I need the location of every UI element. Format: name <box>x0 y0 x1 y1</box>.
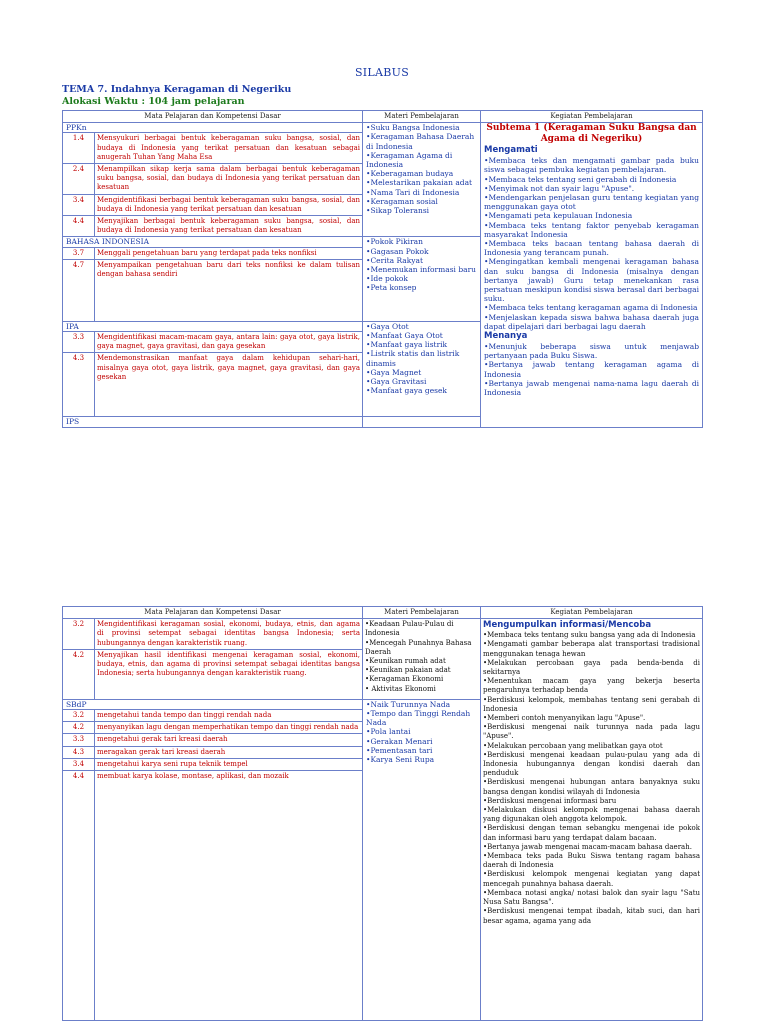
kegiatan-item: •Melakukan diskusi kelompok mengenai bahasa daerah yang digunakan oleh anggota kelompok. <box>483 806 701 824</box>
kegiatan-item: •Berdiskusi dengan teman sebangku mengenai ide pokok dan informasi baru yang terdapat dalam bacaan. <box>483 824 701 842</box>
subtema-title: Subtema 1 (Keragaman Suku Bangsa dan Agama di Negeriku) <box>486 123 697 145</box>
materi-item: •Ide pokok <box>366 274 408 284</box>
materi-item: •Keberagaman budaya <box>366 169 454 179</box>
mengumpulkan-heading: Mengumpulkan informasi/Mencoba <box>483 620 652 631</box>
kd-text: Mengidentifikasi keragaman sosial, ekonomi, budaya, etnis, dan agama di provinsi setempat sebagai identitas bangsa Indonesia; serta hubungannya dengan karakteristik ruang. <box>95 619 363 650</box>
kd-number: 4.3 <box>63 746 95 758</box>
menanya-heading: Menanya <box>484 331 528 342</box>
header-kegiatan: Kegiatan Pembelajaran <box>481 607 703 619</box>
materi-item: •Keunikan pakaian adat <box>365 666 451 675</box>
kd-number: 4.4 <box>63 771 95 1021</box>
kegiatan-item: •Membaca teks tentang faktor penyebab keragaman masyarakat Indonesia <box>484 220 700 239</box>
materi-item: •Suku Bangsa Indonesia <box>366 123 460 133</box>
kegiatan-item: •Berdiskusi mengenai informasi baru <box>483 796 617 805</box>
kd-number: 4.3 <box>63 353 95 417</box>
materi-item: •Peta konsep <box>366 283 417 293</box>
materi-item: •Keragaman Agama di Indonesia <box>366 150 453 170</box>
kegiatan-item: •Berdiskusi mengenai hubungan antara banyaknya suku bangsa dengan kondisi wilayah di Indonesia <box>483 778 701 796</box>
kegiatan-item: •Bertanya jawab tentang keragaman agama di Indonesia <box>484 360 700 379</box>
materi-item: •Pola lantai <box>366 727 411 737</box>
kd-text: membuat karya kolase, montase, aplikasi, dan mozaik <box>95 771 363 1021</box>
materi-item: •Gaya Gravitasi <box>366 377 427 387</box>
kd-number: 3.3 <box>63 734 95 746</box>
materi-item: •Manfaat gaya gesek <box>366 386 447 396</box>
materi-item: •Naik Turunnya Nada <box>366 699 451 709</box>
kegiatan-item: •Mengamati peta kepulauan Indonesia <box>484 211 633 221</box>
kd-text: Mendemonstrasikan manfaat gaya dalam kehidupan sehari-hari, misalnya gaya otot, gaya listrik, gaya magnet, gaya gravitasi, dan gaya gesekan <box>95 353 363 417</box>
tema-heading: TEMA 7. Indahnya Keragaman di Negeriku <box>62 84 292 95</box>
kegiatan-item: •Melakukan percobaan yang melibatkan gaya otot <box>483 741 663 750</box>
kd-number: 4.4 <box>63 216 95 237</box>
kegiatan-item: •Mengingatkan kembali mengenai keragaman bahasa dan suku bangsa di Indonesia (misalnya dengan bertanya jawab) Guru tetap menekankan rasa persatuan meskipun kondisi siswa berasal dari berbagai suku. <box>484 257 700 304</box>
header-materi: Materi Pembelajaran <box>363 111 481 123</box>
kd-number: 3.7 <box>63 247 95 259</box>
kegiatan-item: •Mengamati gambar beberapa alat transportasi tradisional menggunakan tenaga hewan <box>483 640 701 658</box>
subject-label: BAHASA INDONESIA <box>63 237 363 247</box>
materi-ppkn <box>363 123 481 237</box>
kegiatan-item: •Membaca teks tentang seni gerabah di Indonesia <box>484 174 677 184</box>
materi-item: •Keadaan Pulau-Pulau di Indonesia <box>365 620 454 638</box>
materi-item: •Keunikan rumah adat <box>365 657 446 666</box>
kd-number: 3.3 <box>63 332 95 353</box>
page-2 <box>62 606 702 1021</box>
header-kegiatan: Kegiatan Pembelajaran <box>481 111 703 123</box>
document-title: SILABUS <box>354 66 410 79</box>
subject-label: IPA <box>63 321 363 331</box>
kegiatan-item: •Berdiskusi kelompok mengenai kegiatan yang dapat mencegah punahnya bahasa daerah. <box>483 870 701 888</box>
materi-item: •Gerakan Menari <box>366 736 433 746</box>
materi-item: •Sikap Toleransi <box>366 206 430 216</box>
materi-item: •Melestarikan pakaian adat <box>366 178 473 188</box>
kd-text: Menggali pengetahuan baru yang terdapat pada teks nonfiksi <box>95 247 363 259</box>
materi-item: •Pokok Pikiran <box>366 237 423 247</box>
materi-item: •Gaya Magnet <box>366 367 422 377</box>
kd-number: 2.4 <box>63 164 95 195</box>
kd-text: Menampilkan sikap kerja sama dalam berbagai bentuk keberagaman suku bangsa, sosial, dan budaya di Indonesia yang terikat persatuan dan kesatuan <box>95 164 363 195</box>
materi-item: •Menemukan informasi baru <box>366 265 477 275</box>
subject-label: SBdP <box>63 699 363 709</box>
kegiatan-item: •Berdiskusi mengenai tempat ibadah, kitab suci, dan hari besar agama, agama yang ada <box>483 907 701 925</box>
materi-item: •Keragaman Ekonomi <box>365 675 444 684</box>
subject-row-ppkn <box>63 123 703 133</box>
materi-item: •Gagasan Pokok <box>366 246 429 256</box>
kd-number: 3.4 <box>63 194 95 215</box>
kd-number: 3.2 <box>63 619 95 650</box>
kd-number: 4.2 <box>63 722 95 734</box>
materi-item: •Tempo dan Tinggi Rendah Nada <box>366 709 471 728</box>
subject-label: IPS <box>63 417 363 427</box>
subject-label: PPKn <box>63 123 363 133</box>
kegiatan-item: •Berdiskusi kelompok, membahas tentang seni gerabah di Indonesia <box>483 695 701 713</box>
kegiatan-item: •Menentukan macam gaya yang bekerja beserta pengaruhnya terhadap benda <box>483 677 701 695</box>
materi-ips-empty <box>363 417 481 427</box>
kegiatan-item: •Melakukan percobaan gaya pada benda-benda di sekitarnya <box>483 658 701 677</box>
kd-text: Mengidentifikasi macam-macam gaya, antara lain: gaya otot, gaya listrik, gaya magnet, gaya gravitasi, dan gaya gesekan <box>95 332 363 353</box>
kd-text: Menyampaikan pengetahuan baru dari teks nonfiksi ke dalam tulisan dengan bahasa sendiri <box>95 259 363 321</box>
mengamati-heading: Mengamati <box>484 145 538 156</box>
materi-ips <box>363 619 481 700</box>
kegiatan-item: •Menyimak not dan syair lagu "Apuse". <box>484 183 635 193</box>
materi-ipa <box>363 321 481 417</box>
materi-item: • Aktivitas Ekonomi <box>365 684 436 693</box>
materi-item: •Nama Tari di Indonesia <box>366 187 460 197</box>
materi-item: •Cerita Rakyat <box>366 255 424 265</box>
kd-number: 1.4 <box>63 133 95 164</box>
silabus-table-2 <box>62 606 703 1021</box>
materi-item: •Karya Seni Rupa <box>366 755 435 765</box>
kd-text: menyanyikan lagu dengan memperhatikan tempo dan tinggi rendah nada <box>95 722 363 734</box>
kd-number: 4.7 <box>63 259 95 321</box>
silabus-table-1 <box>62 110 703 428</box>
header-materi: Materi Pembelajaran <box>363 607 481 619</box>
table-header <box>63 111 703 123</box>
header-kd: Mata Pelajaran dan Kompetensi Dasar <box>63 111 363 123</box>
kegiatan-item: •Membaca teks pada Buku Siswa tentang ragam bahasa daerah di Indonesia <box>483 852 701 870</box>
kegiatan-item: •Membaca teks tentang suku bangsa yang ada di Indonesia <box>483 631 696 640</box>
materi-item: •Keragaman sosial <box>366 196 438 206</box>
materi-item: •Manfaat gaya listrik <box>366 340 448 350</box>
kegiatan-cell-2 <box>481 619 703 1021</box>
materi-item: •Gaya Otot <box>366 321 409 331</box>
kd-text: mengetahui karya seni rupa teknik tempel <box>95 758 363 770</box>
header-kd: Mata Pelajaran dan Kompetensi Dasar <box>63 607 363 619</box>
materi-bindo <box>363 237 481 321</box>
materi-item: •Keragaman Bahasa Daerah di Indonesia <box>366 132 475 151</box>
kd-text: Mengidentifikasi berbagai bentuk keberagaman suku bangsa, sosial, dan budaya di Indonesia yang terikat persatuan dan kesatuan <box>95 194 363 215</box>
kegiatan-item: •Membaca teks bacaan tentang bahasa daerah di Indonesia yang terancam punah. <box>484 239 700 258</box>
kd-number: 3.4 <box>63 758 95 770</box>
kd-row <box>63 619 703 650</box>
kegiatan-item: •Berdiskusi mengenai naik turunnya nada pada lagu "Apuse". <box>483 723 701 741</box>
kd-text: mengetahui tanda tempo dan tinggi rendah nada <box>95 710 363 722</box>
kegiatan-item: •Membaca notasi angka/ notasi balok dan syair lagu "Satu Nusa Satu Bangsa". <box>483 888 701 907</box>
materi-sbdp <box>363 699 481 1020</box>
kegiatan-item: •Menunjuk beberapa siswa untuk menjawab pertanyaan pada Buku Siswa. <box>484 342 700 361</box>
materi-item: •Mencegah Punahnya Bahasa Daerah <box>365 638 472 656</box>
kegiatan-item: •Bertanya jawab mengenai macam-macam bahasa daerah. <box>483 842 692 851</box>
table-header <box>63 607 703 619</box>
kegiatan-item: •Berdiskusi mengenai keadaan pulau-pulau yang ada di Indonesia hubungannya dengan kondisi daerah dan penduduk <box>483 750 701 778</box>
kd-text: Menyajikan hasil identifikasi mengenai keragaman sosial, ekonomi, budaya, etnis, dan agama di provinsi setempat sebagai identitas bangsa Indonesia; serta hubungannya dengan karakteristik ruang. <box>95 649 363 699</box>
kd-number: 3.2 <box>63 710 95 722</box>
kegiatan-item: •Mendengarkan penjelasan guru tentang kegiatan yang menggunakan gaya otot <box>484 193 700 212</box>
kd-number: 4.2 <box>63 649 95 699</box>
kegiatan-item: •Menjelaskan kepada siswa bahwa bahasa daerah juga dapat dipelajari dari berbagai lagu daerah <box>484 312 700 331</box>
kd-text: Menyajikan berbagai bentuk keberagaman suku bangsa, sosial, dan budaya di Indonesia yang terikat persatuan dan kesatuan <box>95 216 363 237</box>
alokasi-waktu: Alokasi Waktu : 104 jam pelajaran <box>62 96 245 107</box>
kegiatan-item: •Memberi contoh menyanyikan lagu "Apuse". <box>483 714 646 723</box>
kegiatan-item: •Bertanya jawab mengenai nama-nama lagu daerah di Indonesia <box>484 378 700 398</box>
materi-item: •Manfaat Gaya Otot <box>366 331 443 341</box>
kd-text: mengetahui gerak tari kreasi daerah <box>95 734 363 746</box>
kd-text: meragakan gerak tari kreasi daerah <box>95 746 363 758</box>
materi-item: •Pementasan tari <box>366 745 433 755</box>
kd-text: Mensyukuri berbagai bentuk keberagaman suku bangsa, sosial, dan budaya di Indonesia yang terikat persatuan dan kesatuan sebagai anugerah Tuhan Yang Maha Esa <box>95 133 363 164</box>
kegiatan-item: •Membaca teks tentang keragaman agama di Indonesia <box>484 303 698 313</box>
kegiatan-cell-1 <box>481 123 703 427</box>
kegiatan-item: •Membaca teks dan mengamati gambar pada buku siswa sebagai pembuka kegiatan pembelajaran. <box>484 156 700 175</box>
materi-item: •Listrik statis dan listrik dinamis <box>366 349 460 368</box>
page-1 <box>62 66 702 428</box>
